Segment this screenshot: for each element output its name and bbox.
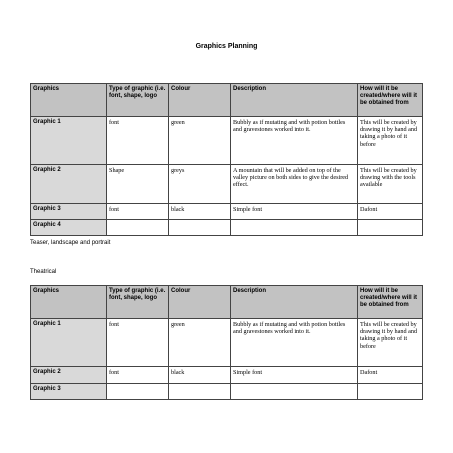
graphic-description: Bubbly as if mutating and with potion bottles and gravestones worked into it. — [231, 117, 358, 165]
graphic-how: Dafont — [358, 204, 423, 220]
graphic-name: Graphic 1 — [31, 117, 107, 165]
graphic-colour: green — [169, 319, 231, 367]
table-header-row — [31, 84, 423, 117]
table-row — [31, 319, 423, 367]
graphic-how: This will be created by drawing it by hand and taking a photo of it before — [358, 117, 423, 165]
page-title: Graphics Planning — [195, 43, 258, 50]
graphic-colour: black — [169, 204, 231, 220]
table-row — [31, 165, 423, 204]
graphic-type: font — [107, 367, 169, 384]
graphic-description — [231, 220, 358, 236]
graphic-name: Graphic 4 — [31, 220, 107, 236]
graphics-table-2 — [30, 285, 423, 400]
graphic-how — [358, 220, 423, 236]
graphic-type: font — [107, 204, 169, 220]
graphics-table-1 — [30, 83, 423, 236]
graphic-description: Simple font — [231, 204, 358, 220]
header-type: Type of graphic (i.e. font, shape, logo — [107, 84, 169, 117]
graphic-type: font — [107, 117, 169, 165]
table-row — [31, 384, 423, 400]
graphic-type: Shape — [107, 165, 169, 204]
graphic-colour — [169, 384, 231, 400]
graphic-name: Graphic 2 — [31, 165, 107, 204]
format-note: Teaser, landscape and portrait — [30, 240, 111, 246]
header-colour: Colour — [169, 84, 231, 117]
graphic-colour: black — [169, 367, 231, 384]
table-header-row — [31, 286, 423, 319]
graphic-name: Graphic 3 — [31, 204, 107, 220]
graphic-colour: greys — [169, 165, 231, 204]
section-label: Theatrical — [30, 269, 57, 275]
graphic-description: Simple font — [231, 367, 358, 384]
table-row — [31, 220, 423, 236]
graphic-how — [358, 384, 423, 400]
table-row — [31, 204, 423, 220]
graphic-how: This will be created by drawing with the tools available — [358, 165, 423, 204]
header-colour: Colour — [169, 286, 231, 319]
graphic-name: Graphic 3 — [31, 384, 107, 400]
graphic-type — [107, 220, 169, 236]
graphic-name: Graphic 1 — [31, 319, 107, 367]
graphic-description — [231, 384, 358, 400]
graphic-description: A mountain that will be added on top of the valley picture on both sides to give the desired effect. — [231, 165, 358, 204]
table-row — [31, 367, 423, 384]
header-how: How will it be created/where will it be obtained from — [358, 286, 423, 319]
graphic-how: This will be created by drawing it by hand and taking a photo of it before — [358, 319, 423, 367]
header-type: Type of graphic (i.e. font, shape, logo — [107, 286, 169, 319]
header-how: How will it be created/where will it be obtained from — [358, 84, 423, 117]
table-row — [31, 117, 423, 165]
graphic-colour: green — [169, 117, 231, 165]
header-description: Description — [231, 286, 358, 319]
header-description: Description — [231, 84, 358, 117]
graphic-description: Bubbly as if mutating and with potion bottles and gravestones worked into it. — [231, 319, 358, 367]
graphic-how: Dafont — [358, 367, 423, 384]
graphic-type — [107, 384, 169, 400]
graphic-name: Graphic 2 — [31, 367, 107, 384]
header-graphics: Graphics — [31, 84, 107, 117]
graphic-colour — [169, 220, 231, 236]
graphic-type: font — [107, 319, 169, 367]
header-graphics: Graphics — [31, 286, 107, 319]
